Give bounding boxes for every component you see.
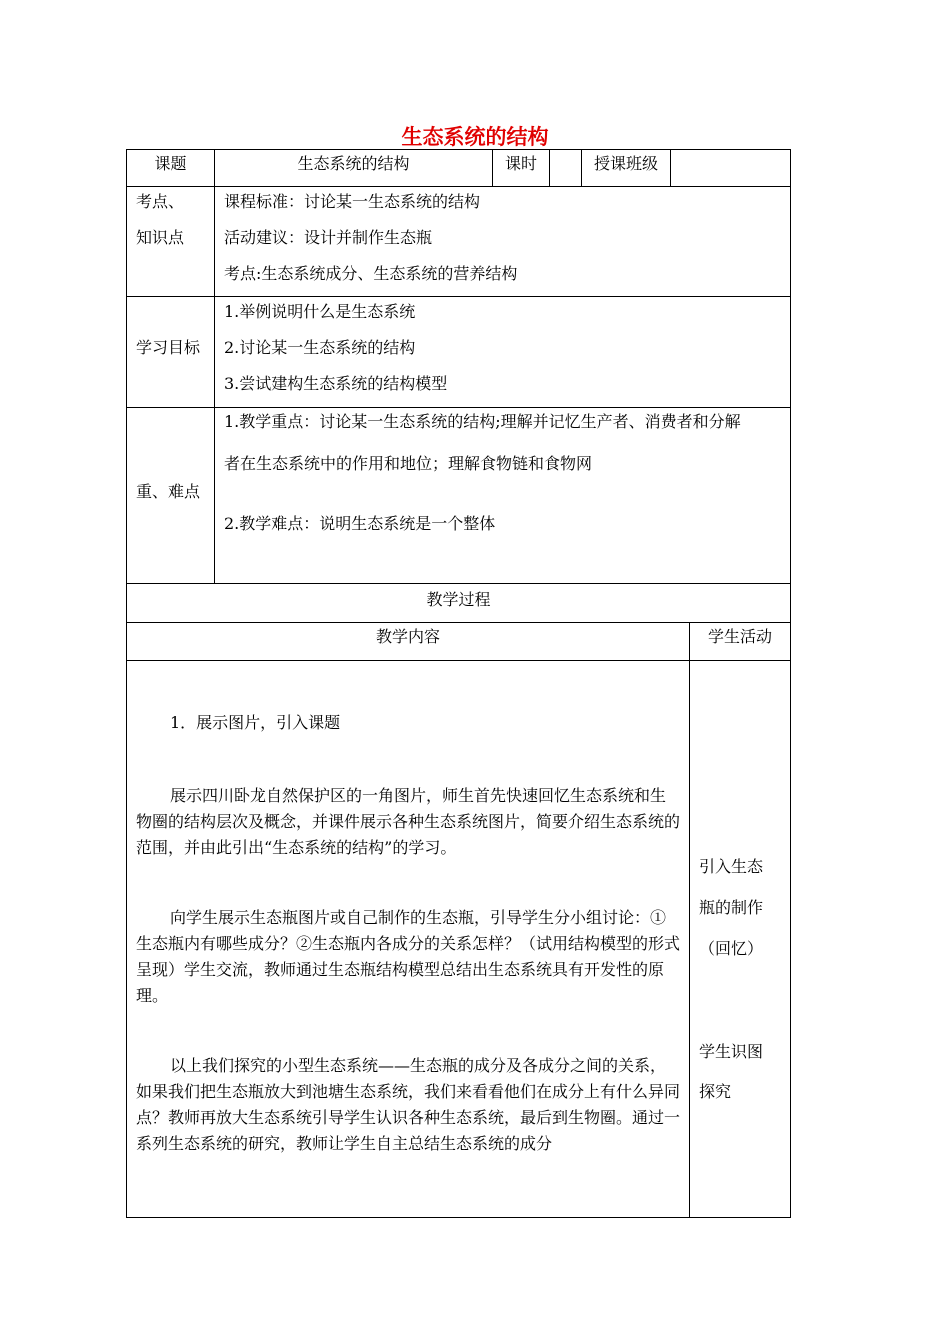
row-divider <box>126 622 791 623</box>
activity-line: 瓶的制作 <box>699 898 764 917</box>
knowledge-line: 课程标准：讨论某一生态系统的结构 <box>224 192 481 211</box>
class-label: 授课班级 <box>593 154 658 173</box>
content-paragraph: 向学生展示生态瓶图片或自己制作的生态瓶，引导学生分小组讨论：①生态瓶内有哪些成分？②生态瓶内各成分的关系怎样？（试用结构模型的形式呈现）学生交流，教师通过生态瓶结构模型总结出生态系统具有开发性的原理。 <box>136 908 681 1005</box>
topic-value: 生态系统的结构 <box>297 154 410 173</box>
keypoint-line: 2.教学难点：说明生态系统是一个整体 <box>224 514 496 533</box>
goal-line: 3.尝试建构生态系统的结构模型 <box>224 374 448 393</box>
knowledge-label: 考点、 <box>136 192 185 211</box>
activity-column-header: 学生活动 <box>707 627 772 646</box>
goal-line: 2.讨论某一生态系统的结构 <box>224 338 416 357</box>
keypoints-label: 重、难点 <box>136 482 201 501</box>
activity-line: 学生识图 <box>699 1042 764 1061</box>
col-divider <box>214 149 215 583</box>
goal-line: 1.举例说明什么是生态系统 <box>224 302 416 321</box>
row-divider <box>126 407 791 408</box>
knowledge-label: 知识点 <box>136 228 185 247</box>
row-divider <box>126 186 791 187</box>
keypoint-line: 1.教学重点：讨论某一生态系统的结构;理解并记忆生产者、消费者和分解 <box>224 412 741 431</box>
goals-label: 学习目标 <box>136 338 201 357</box>
row-divider <box>126 296 791 297</box>
content-paragraph: 展示四川卧龙自然保护区的一角图片，师生首先快速回忆生态系统和生物圈的结构层次及概念，并课件展示各种生态系统图片，简要介绍生态系统的范围，并由此引出“生态系统的结构”的学习。 <box>136 786 681 857</box>
activity-line: 探究 <box>699 1082 732 1101</box>
topic-label: 课题 <box>154 154 187 173</box>
col-divider <box>670 149 671 186</box>
knowledge-line: 活动建议：设计并制作生态瓶 <box>224 228 433 247</box>
step-heading: 1．展示图片，引入课题 <box>170 713 341 732</box>
process-heading: 教学过程 <box>426 590 491 609</box>
period-label: 课时 <box>504 154 537 173</box>
page-title: 生态系统的结构 <box>401 125 549 149</box>
content-paragraph: 以上我们探究的小型生态系统——生态瓶的成分及各成分之间的关系，如果我们把生态瓶放大到池塘生态系统，我们来看看他们在成分上有什么异同点？教师再放大生态系统引导学生认识各种生态系统，最后到生物圈。通过一系列生态系统的研究，教师让学生自主总结生态系统的成分 <box>136 1056 681 1153</box>
keypoint-line: 者在生态系统中的作用和地位；理解食物链和食物网 <box>224 454 593 473</box>
activity-line: （回忆） <box>699 939 764 958</box>
row-divider <box>126 660 791 661</box>
row-divider <box>126 583 791 584</box>
col-divider <box>689 622 690 1218</box>
col-divider <box>549 149 550 186</box>
activity-line: 引入生态 <box>699 857 764 876</box>
knowledge-line: 考点:生态系统成分、生态系统的营养结构 <box>224 264 518 283</box>
content-column-header: 教学内容 <box>375 627 440 646</box>
